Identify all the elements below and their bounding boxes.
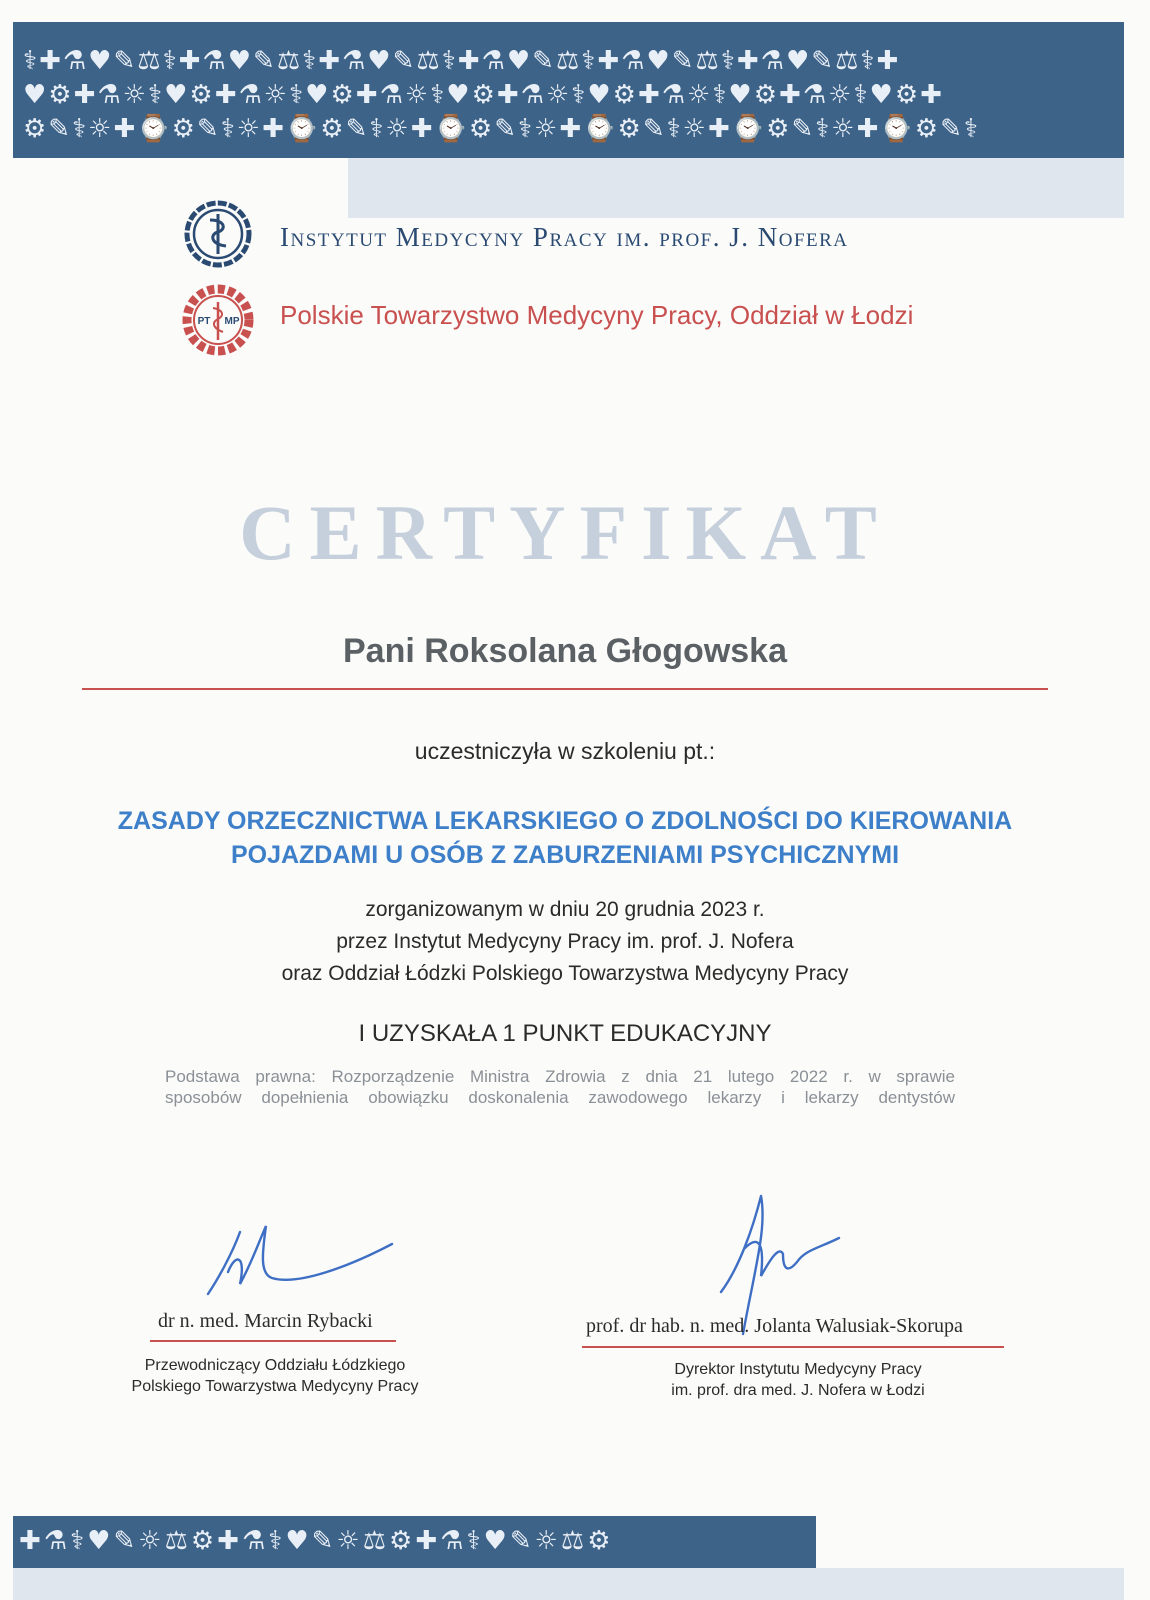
signature-line-right <box>582 1346 1004 1348</box>
bottom-light-strip <box>13 1568 1124 1600</box>
top-light-strip <box>348 158 1124 218</box>
society-logo-icon <box>180 282 256 358</box>
signatory-role-line: Dyrektor Instytutu Medycyny Pracy <box>674 1361 922 1378</box>
legal-basis-line: sposobów dopełnienia obowiązku doskonalenia zawodowego lekarzy i lekarzy dentystów <box>165 1088 955 1107</box>
signature-left <box>200 1214 400 1314</box>
participation-text: uczestniczyła w szkoleniu pt.: <box>414 738 716 764</box>
course-title: ZASADY ORZECZNICTWA LEKARSKIEGO O ZDOLNOŚCI DO KIEROWANIA POJAZDAMI U OSÓB Z ZABURZENIAMI PSYCHICZNYMI <box>117 807 1013 869</box>
signatory-role-line: im. prof. dra med. J. Nofera w Łodzi <box>671 1382 925 1399</box>
medical-icon-pattern-row: ✚⚗⚕♥✎☼⚖⚙✚⚗⚕♥✎☼⚖⚙✚⚗⚕♥✎☼⚖⚙ <box>19 1526 614 1556</box>
signatory-name-left: dr n. med. Marcin Rybacki <box>158 1310 373 1332</box>
signatory-role-line: Polskiego Towarzystwa Medycyny Pracy <box>131 1378 419 1395</box>
society-logo-text-left: PT <box>197 316 211 327</box>
signature-line-left <box>150 1340 396 1342</box>
signatory-role-left <box>100 1355 450 1397</box>
signatory-name-right: prof. dr hab. n. med. Jolanta Walusiak-Skorupa <box>586 1315 963 1337</box>
signatory-role-right <box>593 1359 1003 1401</box>
training-organizer-line: przez Instytut Medycyny Pracy im. prof. J. Nofera <box>336 930 794 953</box>
top-decorative-banner <box>13 22 1124 158</box>
medical-icon-pattern-row: ⚕✚⚗♥✎⚖⚕✚⚗♥✎⚖⚕✚⚗♥✎⚖⚕✚⚗♥✎⚖⚕✚⚗♥✎⚖⚕✚⚗♥✎⚖⚕✚ <box>23 46 901 76</box>
bottom-decorative-banner <box>13 1516 816 1568</box>
legal-basis <box>165 1066 955 1108</box>
institute-name: Instytut Medycyny Pracy im. prof. J. Nofera <box>280 222 849 252</box>
signatory-role-line: Przewodniczący Oddziału Łódzkiego <box>144 1357 406 1374</box>
institute-logo-icon <box>182 198 254 270</box>
recipient-underline <box>82 688 1048 690</box>
training-details <box>0 894 1130 990</box>
medical-icon-pattern-row: ⚙✎⚕☼✚⌚⚙✎⚕☼✚⌚⚙✎⚕☼✚⌚⚙✎⚕☼✚⌚⚙✎⚕☼✚⌚⚙✎⚕☼✚⌚⚙✎⚕ <box>23 114 980 144</box>
education-points: I UZYSKAŁA 1 PUNKT EDUKACYJNY <box>358 1020 772 1047</box>
certificate-title: CERTYFIKAT <box>239 489 891 576</box>
legal-basis-line: Podstawa prawna: Rozporządzenie Ministra Zdrowia z dnia 21 lutego 2022 r. w sprawie <box>165 1067 955 1086</box>
society-logo-text-right: MP <box>224 316 240 327</box>
recipient-name: Pani Roksolana Głogowska <box>342 632 787 670</box>
medical-icon-pattern-row: ♥⚙✚⚗☼⚕♥⚙✚⚗☼⚕♥⚙✚⚗☼⚕♥⚙✚⚗☼⚕♥⚙✚⚗☼⚕♥⚙✚⚗☼⚕♥⚙✚ <box>23 80 944 110</box>
society-name: Polskie Towarzystwo Medycyny Pracy, Oddział w Łodzi <box>280 300 914 330</box>
training-coorganizer-line: oraz Oddział Łódzki Polskiego Towarzystwa Medycyny Pracy <box>281 962 849 985</box>
training-date-line: zorganizowanym w dniu 20 grudnia 2023 r. <box>365 898 765 921</box>
